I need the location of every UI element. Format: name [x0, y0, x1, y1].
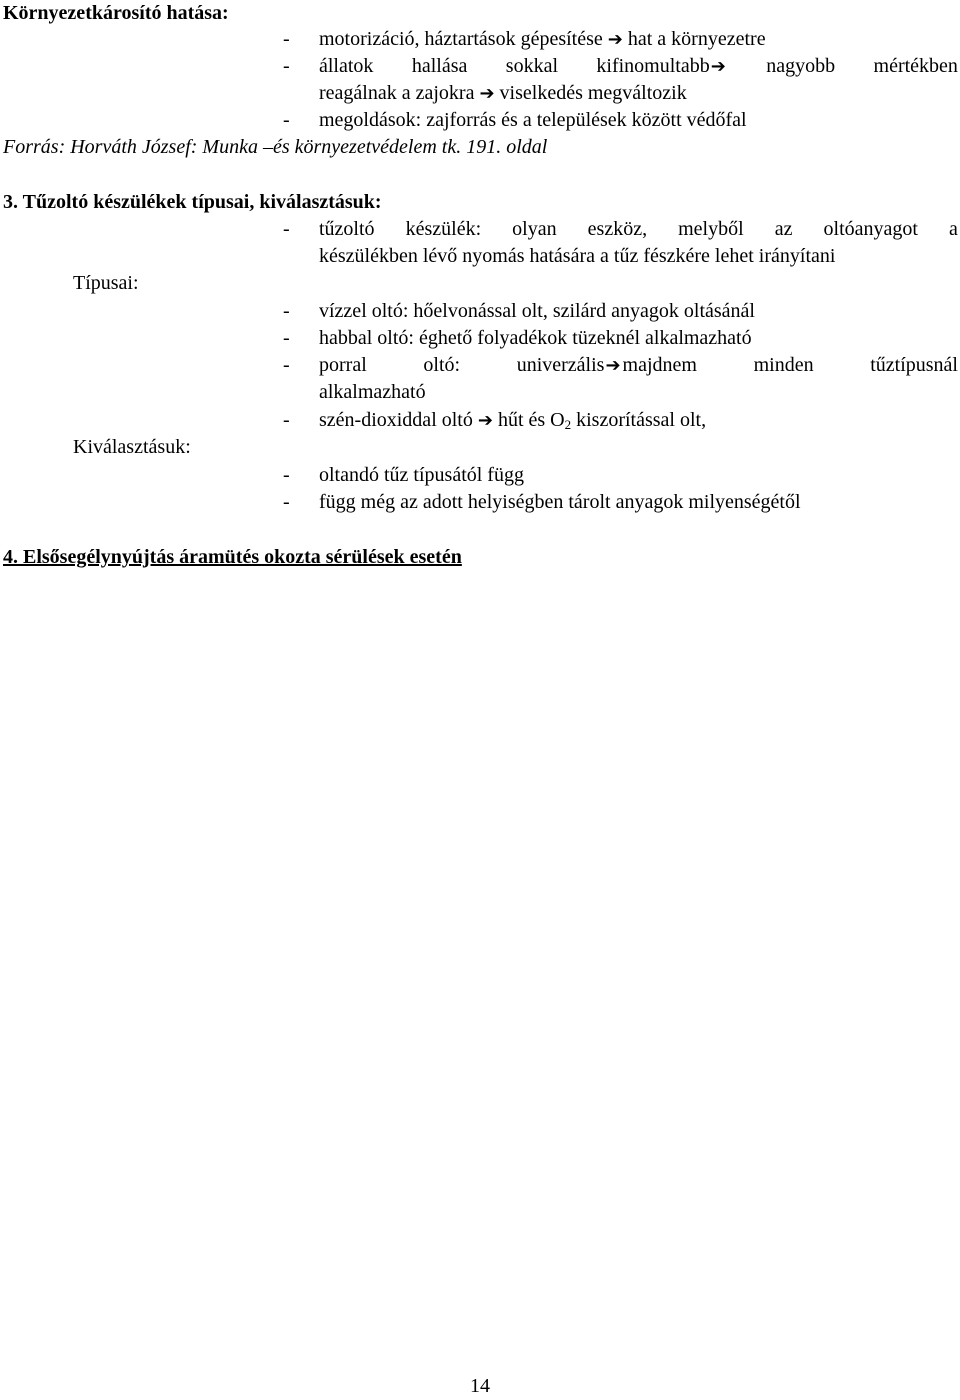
list-item: motorizáció, háztartások gépesítése ➔ hat a környezetre — [319, 26, 766, 53]
types-label: Típusai: — [73, 272, 139, 294]
section-heading-first-aid: 4. Elsősegélynyújtás áramütés okozta sérülések esetén — [3, 546, 462, 568]
list-item-continuation: reagálnak a zajokra ➔ viselkedés megváltozik — [319, 80, 687, 107]
arrow-right-icon: ➔ — [477, 410, 493, 431]
bullet-dash: - — [283, 55, 290, 77]
arrow-right-icon: ➔ — [605, 355, 621, 376]
list-item-continuation: alkalmazható — [319, 381, 426, 403]
bullet-dash: - — [283, 28, 290, 50]
section-heading-environmental: Környezetkárosító hatása: — [3, 2, 229, 24]
definition-continuation: készülékben lévő nyomás hatására a tűz fészkére lehet irányítani — [319, 245, 836, 267]
bullet-dash: - — [283, 109, 290, 131]
list-item: habbal oltó: éghető folyadékok tüzeknél alkalmazható — [319, 327, 752, 349]
list-item: megoldások: zajforrás és a települések között védőfal — [319, 109, 747, 131]
list-item: oltandó tűz típusától függ — [319, 464, 524, 486]
arrow-right-icon: ➔ — [607, 29, 623, 50]
bullet-dash: - — [283, 354, 290, 376]
section-heading-fire-extinguishers: 3. Tűzoltó készülékek típusai, kiválasztásuk: — [3, 191, 382, 213]
arrow-right-icon: ➔ — [479, 83, 495, 104]
bullet-dash: - — [283, 300, 290, 322]
bullet-dash: - — [283, 327, 290, 349]
bullet-dash: - — [283, 218, 290, 240]
list-item: vízzel oltó: hőelvonással olt, szilárd anyagok oltásánál — [319, 300, 755, 322]
source-citation: Forrás: Horváth József: Munka –és környezetvédelem tk. 191. oldal — [3, 136, 548, 158]
list-item: függ még az adott helyiségben tárolt anyagok milyenségétől — [319, 491, 801, 513]
bullet-dash: - — [283, 464, 290, 486]
list-item-justified-line: állatok hallása sokkal kifinomultabb➔ nagyobb mértékben — [319, 53, 958, 80]
selection-label: Kiválasztásuk: — [73, 436, 191, 458]
definition-justified-line: tűzoltó készülék: olyan eszköz, melyből az oltóanyagot a — [319, 218, 958, 240]
list-item: szén-dioxiddal oltó ➔ hűt és $O_2$ kiszorítással olt, — [319, 409, 707, 432]
arrow-right-icon: ➔ — [710, 56, 726, 77]
bullet-dash: - — [283, 409, 290, 431]
list-item-justified-line: porral oltó: univerzális➔ majdnem minden tűztípusnál — [319, 352, 958, 379]
bullet-dash: - — [283, 491, 290, 513]
page-number: 14 — [470, 1375, 490, 1397]
